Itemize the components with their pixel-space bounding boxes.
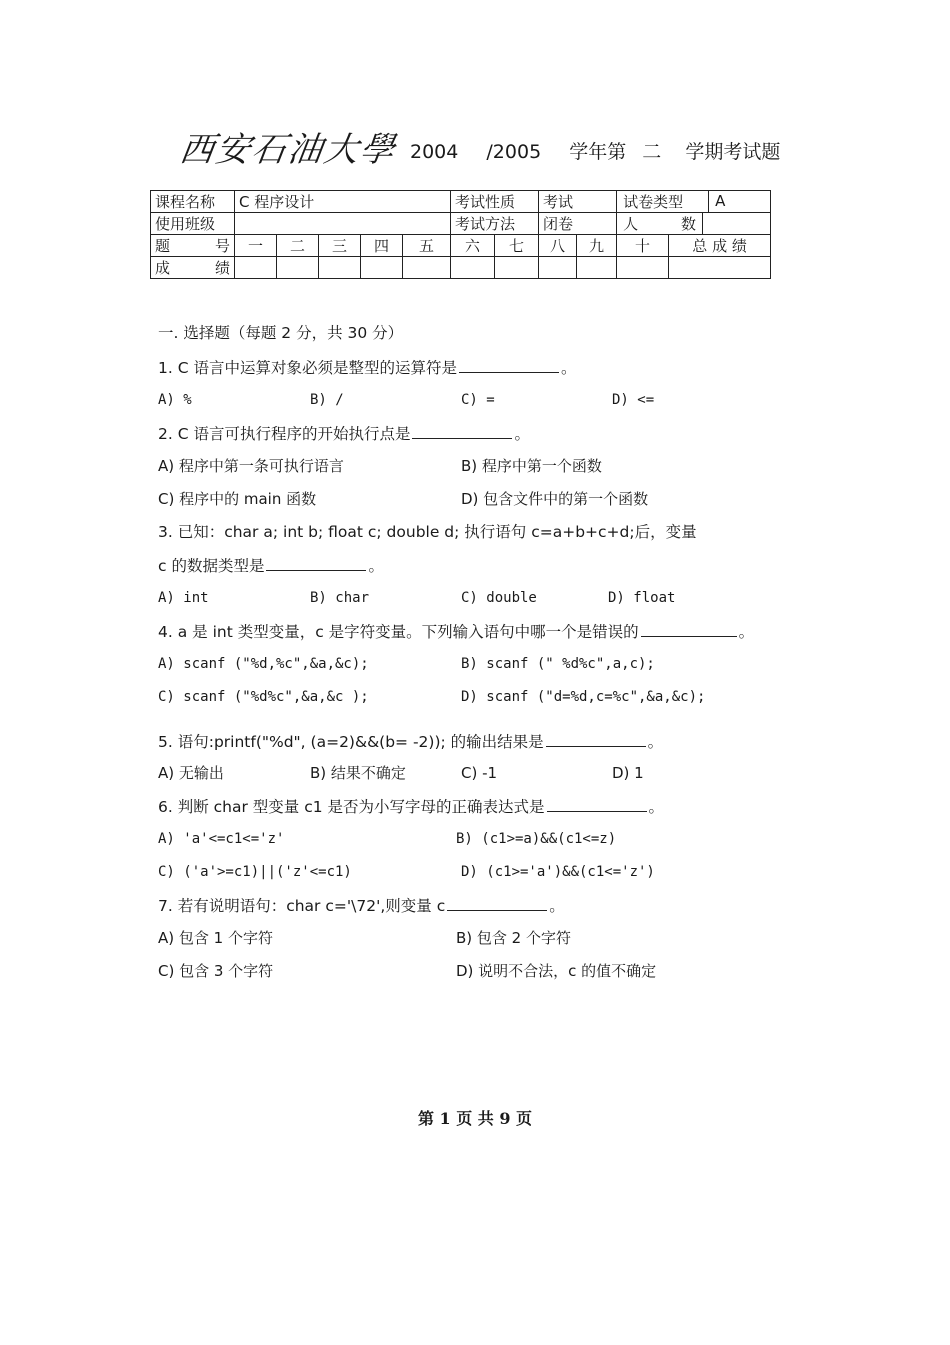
paper-type-value: A xyxy=(708,191,725,212)
option-d: D) float xyxy=(608,590,676,606)
option-c: C) double xyxy=(461,590,537,606)
info-row-course xyxy=(151,191,771,213)
option-d: D) (c1>='a')&&(c1<='z') xyxy=(461,864,655,880)
option-b: B) (c1>=a)&&(c1<=z) xyxy=(456,831,617,847)
total-score-label: 总 成 绩 xyxy=(669,235,771,257)
exam-header xyxy=(177,126,781,170)
question-3-cont: c 的数据类型是 。 xyxy=(158,554,384,577)
question-stem: 2. C 语言可执行程序的开始执行点是 xyxy=(158,425,411,443)
score-cell xyxy=(451,257,495,279)
question-3 xyxy=(158,521,697,543)
option-a: A) scanf ("%d,%c",&a,&c); xyxy=(158,656,369,672)
info-row-qnum xyxy=(151,235,771,257)
people-label: 人 数 xyxy=(623,215,697,233)
exam-title xyxy=(410,134,780,170)
option-c: C) 程序中的 main 函数 xyxy=(158,490,317,508)
option-d: D) 说明不合法，c 的值不确定 xyxy=(456,962,657,980)
qnum-cell: 四 xyxy=(361,235,403,257)
total-score-cell xyxy=(669,257,771,279)
option-b: B) 结果不确定 xyxy=(310,764,406,782)
question-stem: 7. 若有说明语句：char c='\72',则变量 c xyxy=(158,897,446,915)
question-4: 4. a 是 int 类型变量，c 是字符变量。下列输入语句中哪一个是错误的 。 xyxy=(158,620,754,643)
option-b: B) 包含 2 个字符 xyxy=(456,929,571,947)
score-cell xyxy=(235,257,277,279)
answer-blank[interactable] xyxy=(546,730,646,747)
year-start: 2004 xyxy=(410,141,459,163)
option-c: C) scanf ("%d%c",&a,&c ); xyxy=(158,689,369,705)
option-b: B) scanf (" %d%c",a,c); xyxy=(461,656,655,672)
qnum-label: 题 号 xyxy=(151,235,235,257)
option-c: C) = xyxy=(461,392,495,408)
option-c: C) ('a'>=c1)||('z'<=c1) xyxy=(158,864,352,880)
answer-blank[interactable] xyxy=(459,356,559,373)
answer-blank[interactable] xyxy=(266,554,366,571)
option-d: D) 包含文件中的第一个函数 xyxy=(461,490,649,508)
option-b: B) / xyxy=(310,392,344,408)
score-cell xyxy=(617,257,669,279)
option-a: A) 包含 1 个字符 xyxy=(158,929,273,947)
answer-blank[interactable] xyxy=(447,894,547,911)
option-a: A) 程序中第一条可执行语言 xyxy=(158,457,344,475)
option-c: C) 包含 3 个字符 xyxy=(158,962,274,980)
question-2: 2. C 语言可执行程序的开始执行点是 。 xyxy=(158,422,530,445)
qnum-cell: 七 xyxy=(495,235,539,257)
nature-value: 考试 xyxy=(539,191,617,213)
option-a: A) % xyxy=(158,392,192,408)
question-stem: 1. C 语言中运算对象必须是整型的运算符是 xyxy=(158,359,457,377)
question-stem: 5. 语句:printf("%d", (a=2)&&(b= -2)); 的输出结果是 xyxy=(158,733,544,751)
nature-label: 考试性质 xyxy=(451,191,539,213)
question-5: 5. 语句:printf("%d", (a=2)&&(b= -2)); 的输出结果是 。 xyxy=(158,730,663,753)
question-stem: 6. 判断 char 型变量 c1 是否为小写字母的正确表达式是 xyxy=(158,798,545,816)
qnum-cell: 一 xyxy=(235,235,277,257)
year-end: /2005 xyxy=(486,141,542,163)
method-label: 考试方法 xyxy=(451,213,539,235)
score-cell xyxy=(277,257,319,279)
info-row-class xyxy=(151,213,771,235)
year-suffix: 学年第 xyxy=(569,141,627,163)
course-value: C 程序设计 xyxy=(235,191,451,213)
option-a: A) int xyxy=(158,590,209,606)
qnum-cell: 三 xyxy=(319,235,361,257)
course-label: 课程名称 xyxy=(151,191,235,213)
question-1: 1. C 语言中运算对象必须是整型的运算符是 。 xyxy=(158,356,576,379)
semester: 二 xyxy=(642,141,662,163)
option-d: D) 1 xyxy=(612,764,644,782)
question-7: 7. 若有说明语句：char c='\72',则变量 c 。 xyxy=(158,894,565,917)
score-cell xyxy=(361,257,403,279)
qnum-cell: 二 xyxy=(277,235,319,257)
option-c: C) -1 xyxy=(461,764,498,782)
exam-title-text: 学期考试题 xyxy=(685,141,781,163)
exam-info-table xyxy=(150,190,771,279)
class-label: 使用班级 xyxy=(151,213,235,235)
paper-type-label: 试卷类型 xyxy=(623,193,684,211)
qnum-cell: 六 xyxy=(451,235,495,257)
method-value: 闭卷 xyxy=(539,213,617,235)
score-label: 成 绩 xyxy=(151,257,235,279)
class-value xyxy=(235,213,451,235)
qnum-cell: 五 xyxy=(403,235,451,257)
qnum-cell: 九 xyxy=(577,235,617,257)
question-6: 6. 判断 char 型变量 c1 是否为小写字母的正确表达式是 。 xyxy=(158,795,664,818)
score-cell xyxy=(577,257,617,279)
page-number: 第 1 页 共 9 页 xyxy=(417,1109,533,1128)
score-cell xyxy=(495,257,539,279)
option-b: B) char xyxy=(310,590,370,606)
option-b: B) 程序中第一个函数 xyxy=(461,457,602,475)
qnum-cell: 十 xyxy=(617,235,669,257)
question-stem-cont: c 的数据类型是 xyxy=(158,557,265,575)
section-title: 一. 选择题（每题 2 分，共 30 分） xyxy=(158,324,404,342)
score-cell xyxy=(403,257,451,279)
option-a: A) 'a'<=c1<='z' xyxy=(158,831,285,847)
university-logo: 西安石油大學 xyxy=(177,130,399,170)
people-value xyxy=(702,213,770,234)
option-a: A) 无输出 xyxy=(158,764,224,782)
answer-blank[interactable] xyxy=(641,620,737,637)
score-cell xyxy=(319,257,361,279)
option-d: D) scanf ("d=%d,c=%c",&a,&c); xyxy=(461,689,706,705)
answer-blank[interactable] xyxy=(547,795,647,812)
info-row-score xyxy=(151,257,771,279)
qnum-cell: 八 xyxy=(539,235,577,257)
option-d: D) <= xyxy=(612,392,655,408)
question-stem: 4. a 是 int 类型变量，c 是字符变量。下列输入语句中哪一个是错误的 xyxy=(158,623,639,641)
answer-blank[interactable] xyxy=(412,422,512,439)
score-cell xyxy=(539,257,577,279)
question-stem: 3. 已知：char a; int b; float c; double d; 执行语句 c=a+b+c+d;后，变量 xyxy=(158,523,697,541)
